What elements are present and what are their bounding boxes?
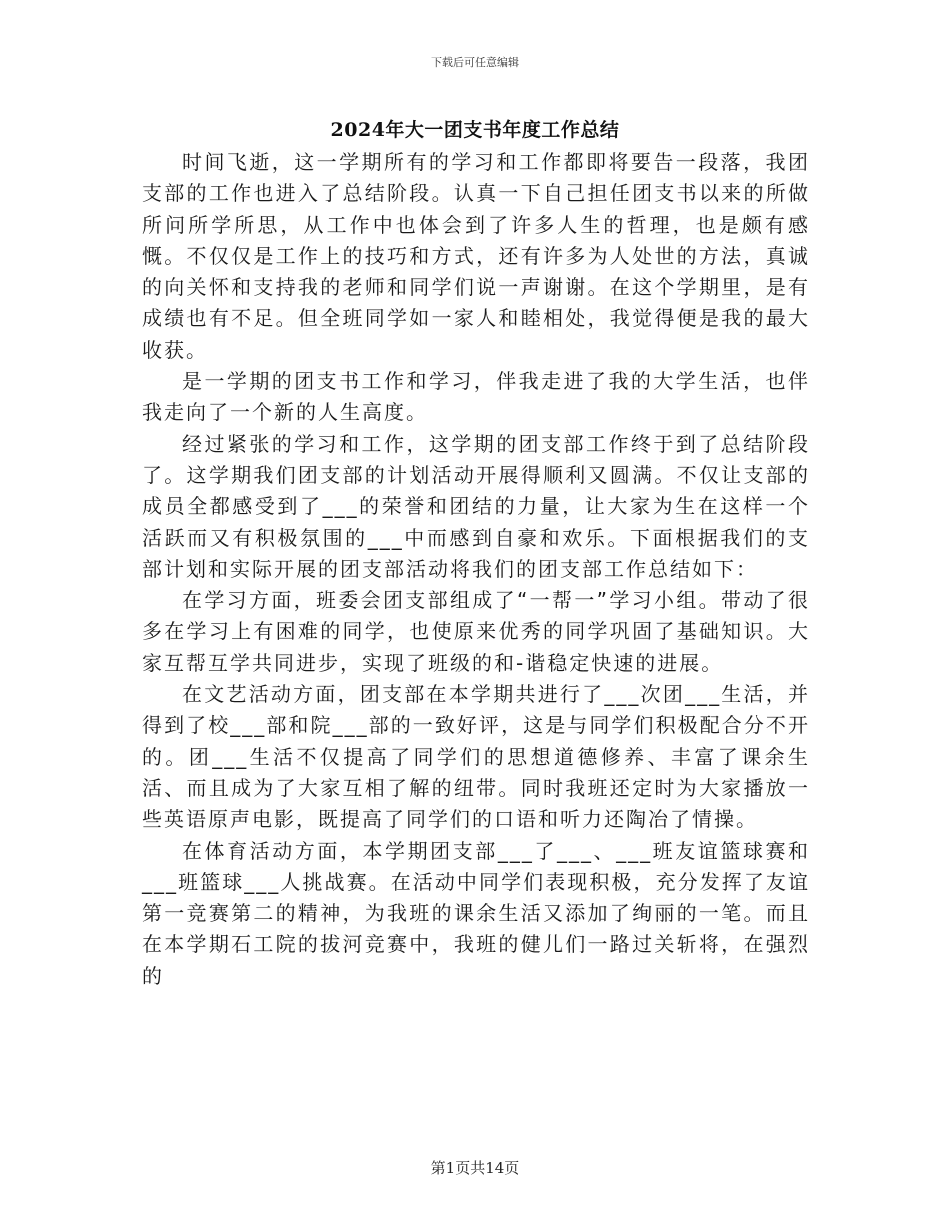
paragraph-semester: 是一学期的团支书工作和学习，伴我走进了我的大学生活，也伴我走向了一个新的人生高度。 <box>142 369 810 425</box>
document-body <box>142 147 810 992</box>
page-header-note: 下载后可任意编辑 <box>431 56 519 69</box>
document-title: 2024年大一团支书年度工作总结 <box>330 119 620 141</box>
paragraph-summary-stage: 经过紧张的学习和工作，这学期的团支部工作终于到了总结阶段了。这学期我们团支部的计划活动开展得顺利又圆满。不仅让支部的成员全都感受到了___的荣誉和团结的力量，让大家为生在这样一个活跃而又有积极氛围的___中而感到自豪和欢乐。下面根据我们的支部计划和实际开展的团支部活动将我们的团支部工作总结如下： <box>142 431 810 581</box>
paragraph-arts: 在文艺活动方面，团支部在本学期共进行了___次团___生活，并得到了校___部和院___部的一致好评，这是与同学们积极配合分不开的。团___生活不仅提高了同学们的思想道德修养、丰富了课余生活、而且成为了大家互相了解的纽带。同时我班还定时为大家播放一些英语原声电影，既提高了同学们的口语和听力还陶冶了情操。 <box>142 682 810 832</box>
page-number: 第1页共14页 <box>430 1159 520 1177</box>
paragraph-sports: 在体育活动方面，本学期团支部___了___、___班友谊篮球赛和___班篮球___人挑战赛。在活动中同学们表现积极，充分发挥了友谊第一竞赛第二的精神，为我班的课余生活又添加了绚丽的一笔。而且在本学期石工院的拔河竞赛中，我班的健儿们一路过关斩将，在强烈的 <box>142 838 810 988</box>
paragraph-study: 在学习方面，班委会团支部组成了“一帮一”学习小组。带动了很多在学习上有困难的同学，也使原来优秀的同学巩固了基础知识。大家互帮互学共同进步，实现了班级的和-谐稳定快速的进展。 <box>142 588 810 675</box>
paragraph-intro: 时间飞逝，这一学期所有的学习和工作都即将要告一段落，我团支部的工作也进入了总结阶段。认真一下自己担任团支书以来的所做所问所学所思，从工作中也体会到了许多人生的哲理，也是颇有感慨。不仅仅是工作上的技巧和方式，还有许多为人处世的方法，真诚的向关怀和支持我的老师和同学们说一声谢谢。在这个学期里，是有成绩也有不足。但全班同学如一家人和睦相处，我觉得便是我的最大收获。 <box>142 150 810 362</box>
